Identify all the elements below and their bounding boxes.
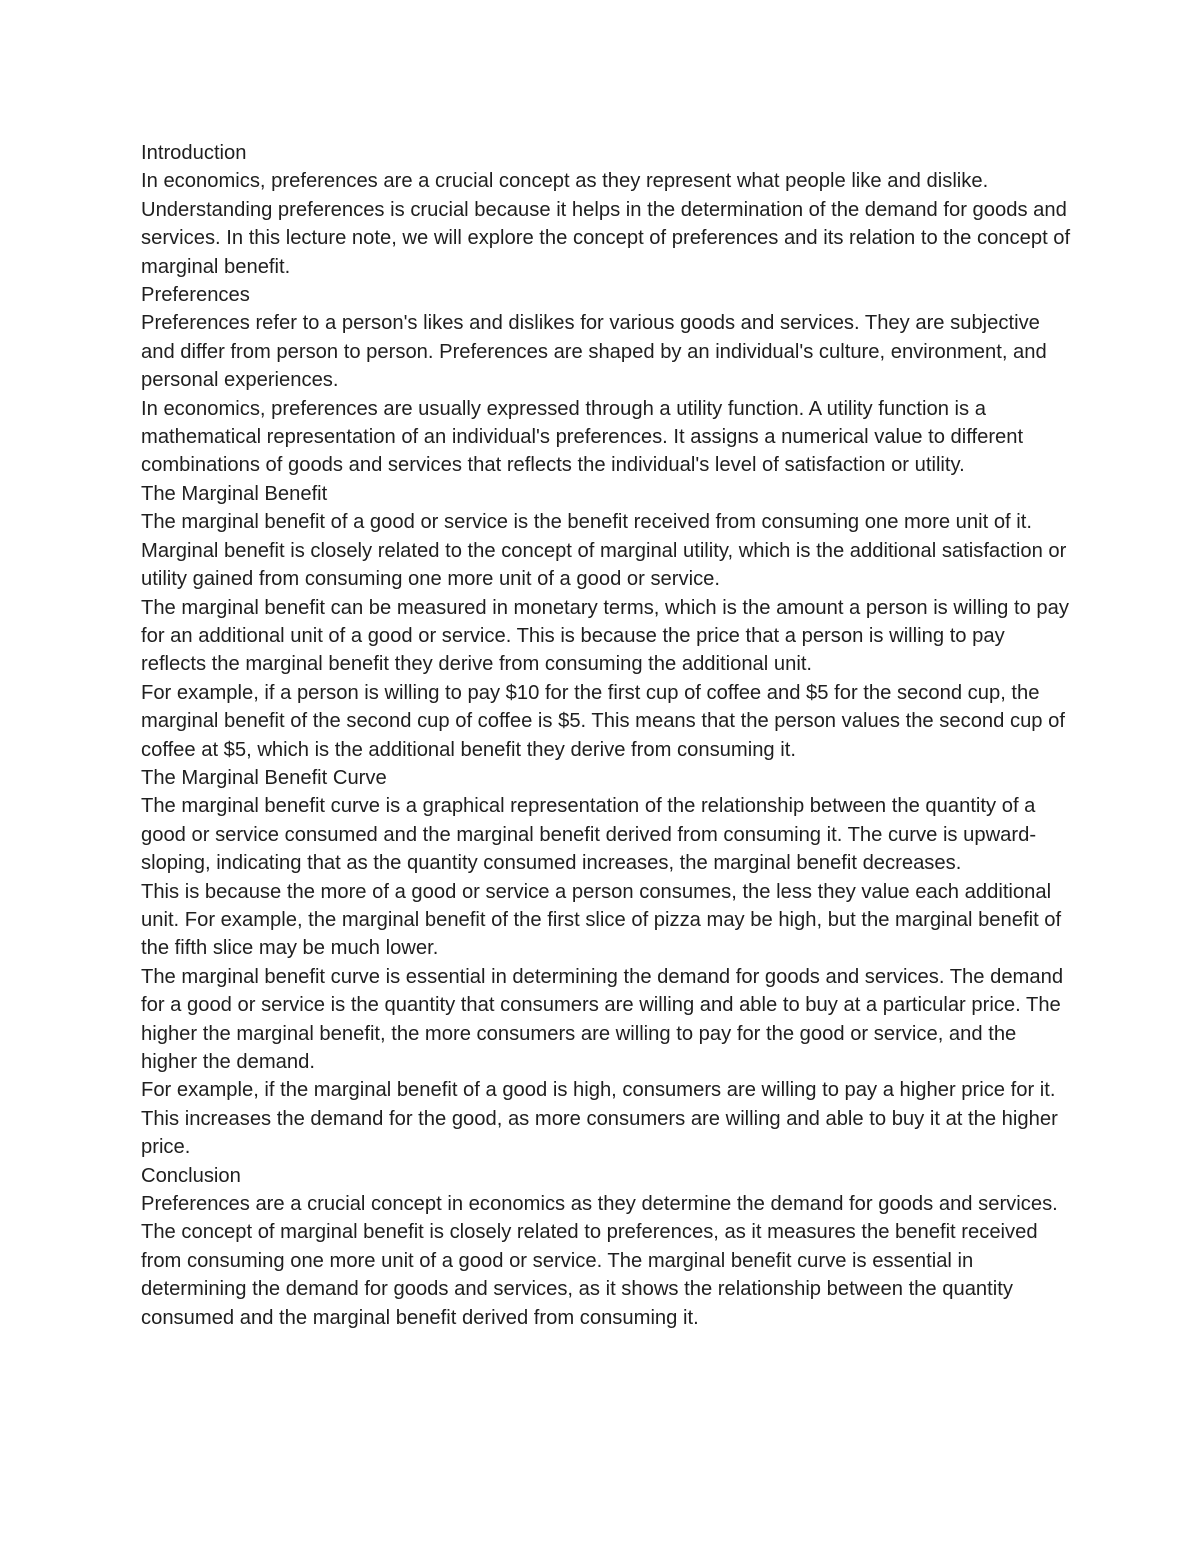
paragraph-introduction: In economics, preferences are a crucial concept as they represent what people like and dislike. Understanding preferences is crucial because it helps in the determination of the demand for goods and services. In this lecture note, we will explore the concept of preferences and its relation to the concept of marginal benefit. — [141, 170, 1071, 278]
paragraph-utility-function: In economics, preferences are usually expressed through a utility function. A utility function is a mathematical representation of an individual's preferences. It assigns a numerical value to different combinations of goods and services that reflects the individual's level of satisfaction or utility. — [141, 397, 1024, 477]
heading-marginal-benefit-curve: The Marginal Benefit Curve — [141, 766, 387, 789]
paragraph-pizza-example: This is because the more of a good or service a person consumes, the less they value each additional unit. For example, the marginal benefit of the first slice of pizza may be high, but the marginal benefit of the fifth slice may be much lower. — [141, 880, 1062, 960]
paragraph-marginal-benefit-monetary: The marginal benefit can be measured in monetary terms, which is the amount a person is willing to pay for an additional unit of a good or service. This is because the price that a person is willing to pay reflects the marginal benefit they derive from consuming the additional unit. — [141, 596, 1069, 676]
document-page — [141, 139, 1071, 1332]
paragraph-preferences-definition: Preferences refer to a person's likes and dislikes for various goods and services. They are subjective and differ from person to person. Preferences are shaped by an individual's culture, environment, and personal experiences. — [141, 312, 1047, 392]
paragraph-curve-demand: The marginal benefit curve is essential in determining the demand for goods and services. The demand for a good or service is the quantity that consumers are willing and able to buy at a particular price. The higher the marginal benefit, the more consumers are willing to pay for the good or service, and the higher the demand. — [141, 965, 1064, 1073]
paragraph-demand-example: For example, if the marginal benefit of a good is high, consumers are willing to pay a higher price for it. This increases the demand for the good, as more consumers are willing and able to buy it at the higher price. — [141, 1079, 1058, 1159]
heading-introduction: Introduction — [141, 142, 247, 164]
paragraph-curve-definition: The marginal benefit curve is a graphical representation of the relationship between the quantity of a good or service consumed and the marginal benefit derived from consuming it. The curve is upward-sloping, indicating that as the quantity consumed increases, the marginal benefit decreases. — [141, 795, 1037, 875]
heading-marginal-benefit: The Marginal Benefit — [141, 482, 328, 505]
heading-conclusion: Conclusion — [141, 1164, 241, 1187]
paragraph-coffee-example: For example, if a person is willing to pay $10 for the first cup of coffee and $5 for the second cup, the marginal benefit of the second cup of coffee is $5. This means that the person values the second cup of coffee at $5, which is the additional benefit they derive from consuming it. — [141, 681, 1065, 761]
paragraph-marginal-benefit-definition: The marginal benefit of a good or service is the benefit received from consuming one more unit of it. Marginal benefit is closely related to the concept of marginal utility, which is the additional satisfaction or utility gained from consuming one more unit of a good or service. — [141, 511, 1067, 591]
heading-preferences: Preferences — [141, 284, 250, 307]
paragraph-conclusion: Preferences are a crucial concept in economics as they determine the demand for goods and services. The concept of marginal benefit is closely related to preferences, as it measures the benefit received from consuming one more unit of a good or service. The marginal benefit curve is essential in determining the demand for goods and services, as it shows the relationship between the quantity consumed and the marginal benefit derived from consuming it. — [141, 1193, 1058, 1329]
